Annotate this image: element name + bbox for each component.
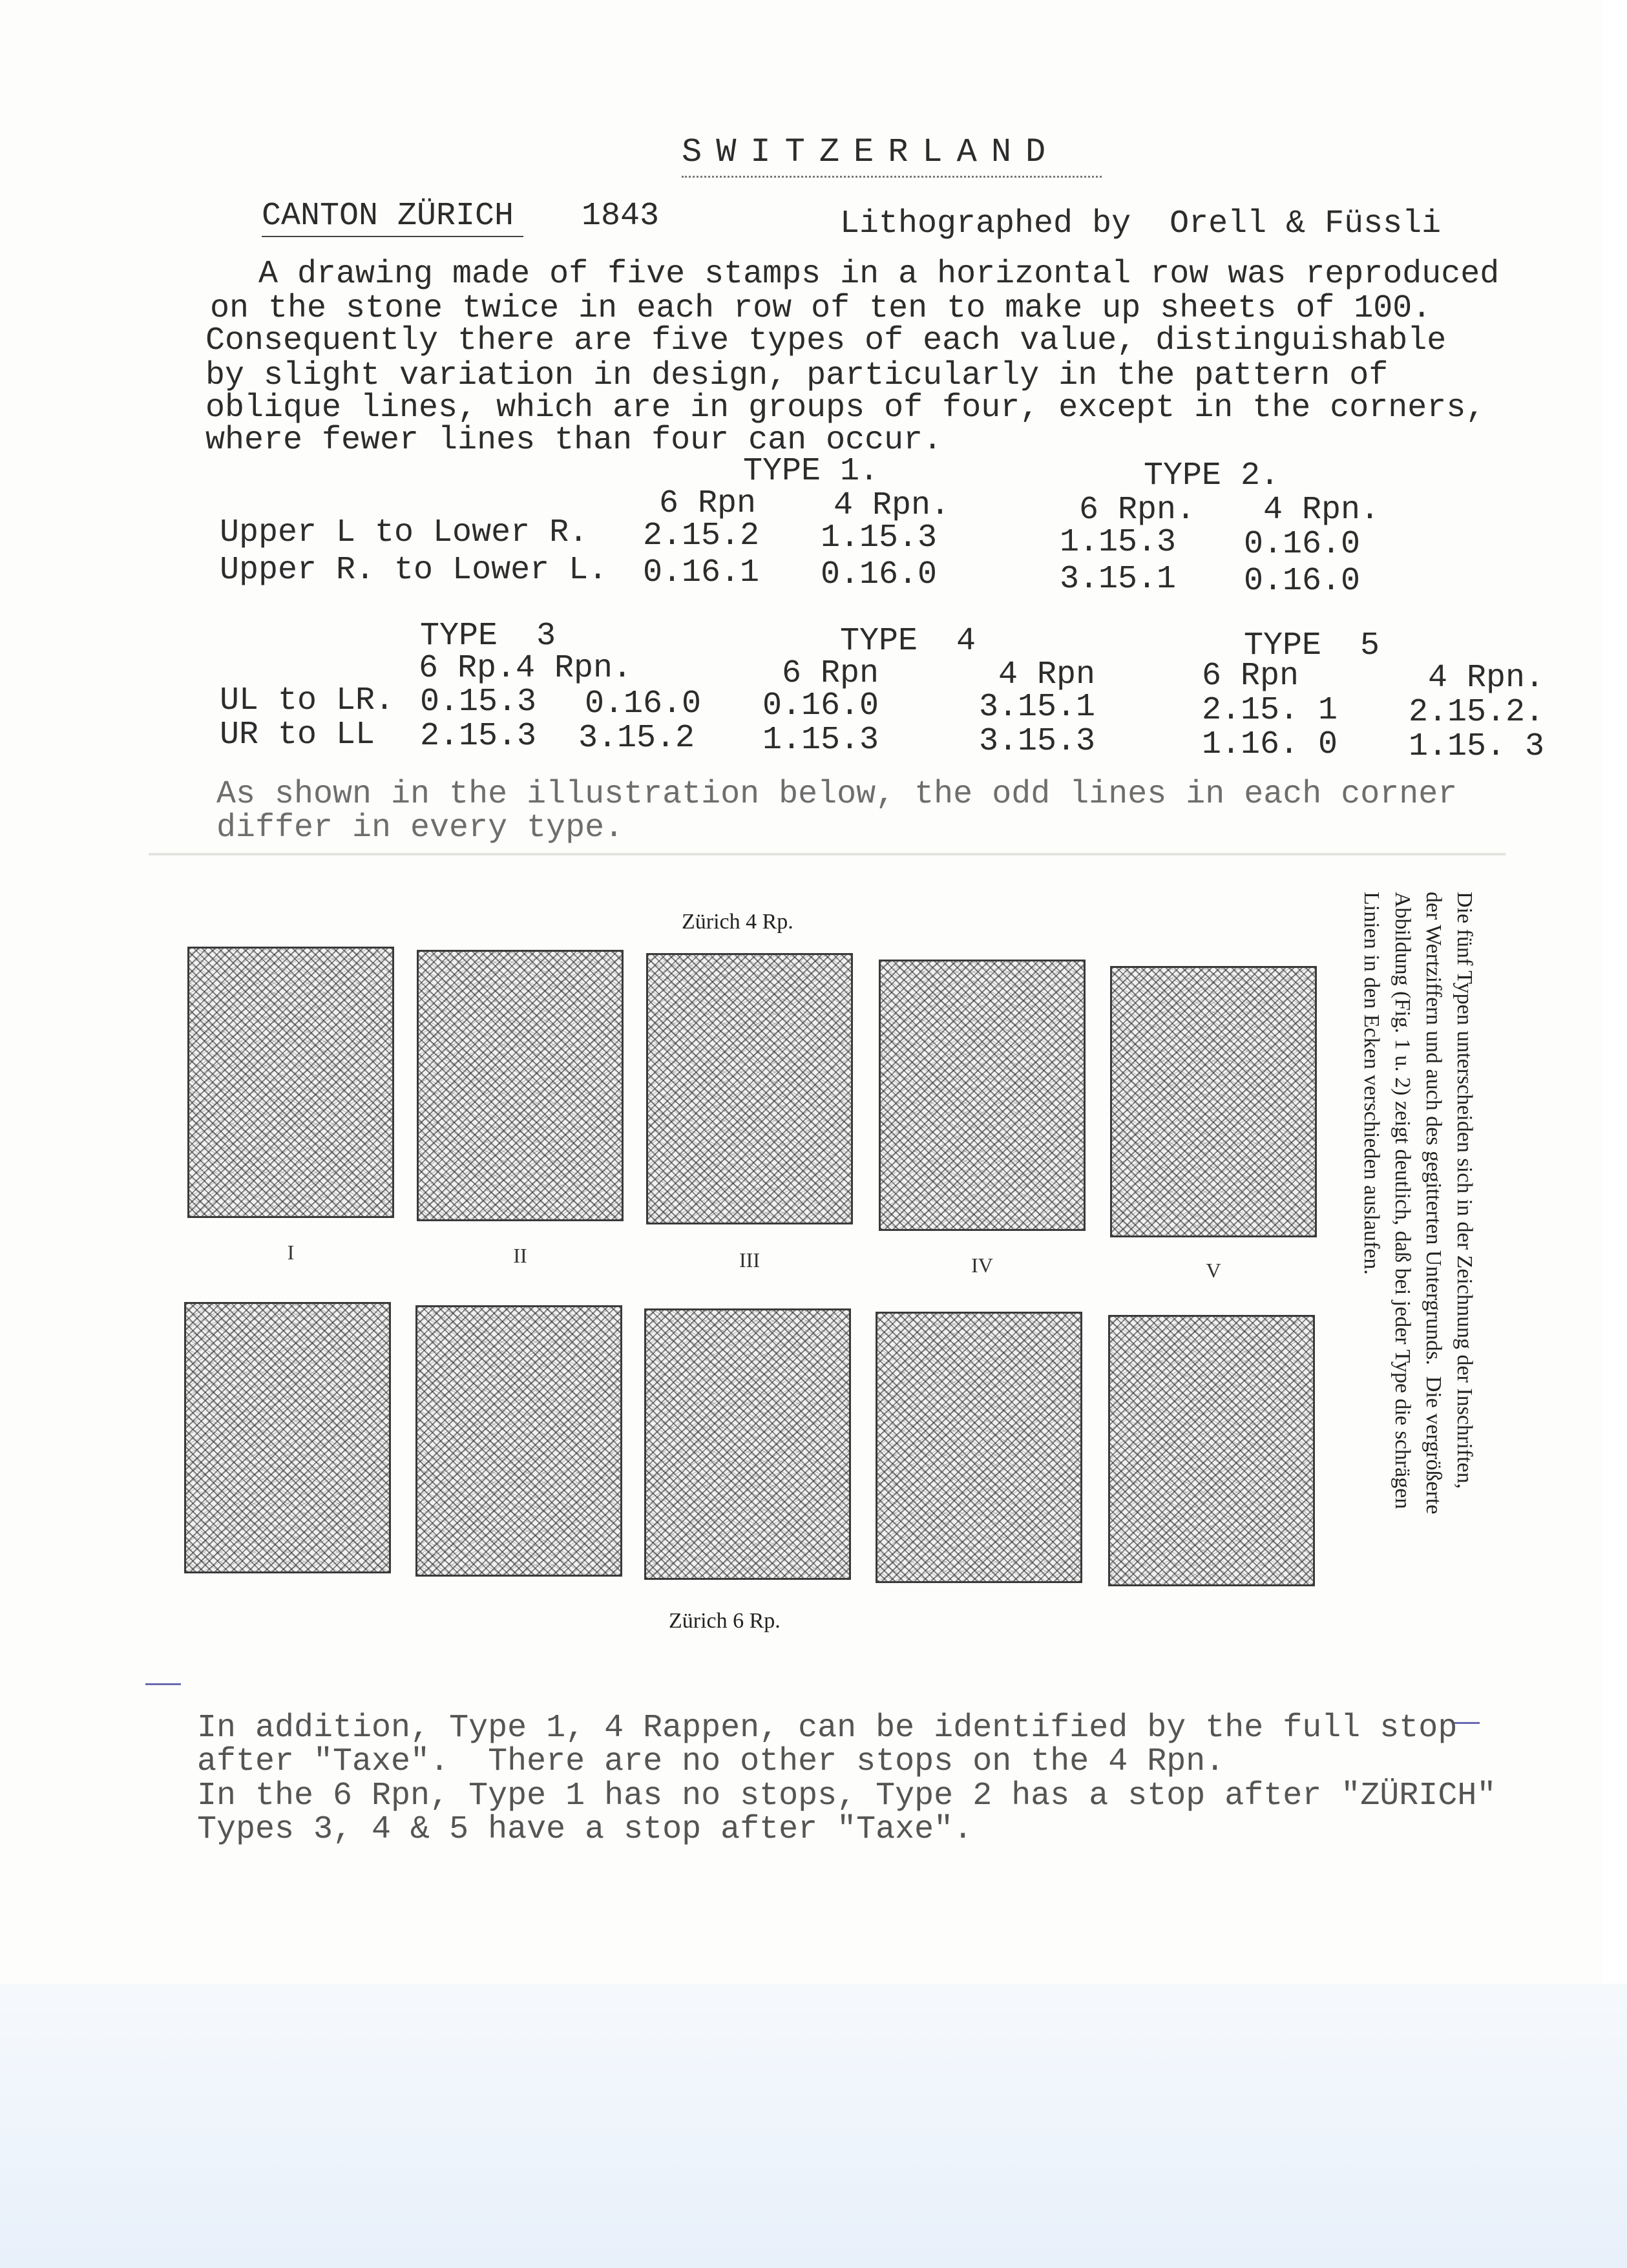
hinge-mark-left	[145, 1683, 181, 1685]
type2-heading: TYPE 2.	[1144, 457, 1280, 494]
t5-col-4rpn: 4 Rpn.	[1428, 660, 1545, 697]
footer-line-3: In the 6 Rpn, Type 1 has no stops, Type 2 has a stop after "ZÜRICH"	[197, 1778, 1496, 1814]
intro-line-6: where fewer lines than four can occur.	[205, 422, 943, 459]
stamp-6rp-type-1	[184, 1302, 391, 1573]
canton-name: CANTON ZÜRICH	[262, 198, 514, 235]
t2-row1-c2: 0.16.0	[585, 686, 702, 722]
t5-col-6rpn: 6 Rpn	[1202, 658, 1299, 695]
footer-line-4: Types 3, 4 & 5 have a stop after "Taxe".	[197, 1811, 973, 1848]
caption-6rp: Zürich 6 Rp.	[669, 1609, 781, 1633]
t1-row1-c1: 2.15.2	[643, 518, 760, 554]
hinge-mark-right	[1454, 1722, 1480, 1724]
t2-row1-c1: 0.15.3	[420, 684, 537, 720]
type3-heading: TYPE 3	[420, 618, 556, 655]
t2-col-4rpn: 4 Rpn.	[1263, 492, 1380, 529]
t1-col-6rpn: 6 Rpn	[659, 485, 757, 522]
intro-line-2: on the stone twice in each row of ten to make up sheets of 100.	[210, 290, 1432, 327]
stamp-4rp-type-4	[879, 960, 1086, 1231]
t2-row1-c4: 3.15.1	[979, 689, 1096, 726]
type5-heading: TYPE 5	[1244, 627, 1380, 664]
t1-row2-c1: 0.16.1	[643, 554, 760, 591]
stamp-4rp-type-1	[187, 947, 394, 1218]
note-line-1: As shown in the illustration below, the odd lines in each corner	[216, 776, 1458, 813]
t2-row1-c5: 2.15. 1	[1202, 692, 1338, 729]
t2-row1-label: UL to LR.	[220, 682, 395, 719]
page-background	[0, 1984, 1627, 2268]
note-line-2: differ in every type.	[216, 810, 624, 846]
intro-line-3: Consequently there are five types of each value, distinguishable	[205, 322, 1447, 359]
side-text-line-3: Abbildung (Fig. 1 u. 2) zeigt deutlich, daß bei jeder Type die schrägen	[1391, 892, 1414, 1509]
numeral-ii: II	[513, 1244, 527, 1267]
type4-heading: TYPE 4	[840, 623, 976, 660]
title-underline	[682, 176, 1102, 180]
t2-row2-c4: 3.15.3	[979, 723, 1096, 760]
side-text-line-2: der Wertziffern und auch des gegitterten Untergrunds. Die vergrößerte	[1422, 892, 1445, 1515]
stamp-6rp-type-3	[644, 1308, 851, 1580]
stamp-4rp-type-5	[1110, 966, 1317, 1237]
t2-row2-c2: 3.15.2	[578, 720, 695, 757]
country-title: SWITZERLAND	[682, 133, 1060, 171]
footer-line-1: In addition, Type 1, 4 Rappen, can be identified by the full stop	[197, 1710, 1458, 1747]
intro-line-1: A drawing made of five stamps in a horizontal row was reproduced	[258, 256, 1500, 293]
stamp-4rp-type-3	[646, 953, 853, 1224]
t4-col-4rpn: 4 Rpn	[998, 656, 1096, 693]
t2-row1-c6: 2.15.2.	[1409, 694, 1545, 731]
year: 1843	[582, 198, 660, 235]
german-side-text	[1356, 892, 1480, 1686]
t1-col-4rpn: 4 Rpn.	[834, 487, 950, 524]
numeral-iii: III	[739, 1248, 760, 1272]
numeral-i: I	[287, 1241, 295, 1264]
t1-row1-c3: 1.15.3	[1060, 524, 1177, 561]
t1-row1-c2: 1.15.3	[821, 520, 938, 556]
canton-underline	[262, 236, 523, 237]
t1-row2-c4: 0.16.0	[1244, 563, 1361, 600]
intro-line-4: by slight variation in design, particularly in the pattern of	[205, 357, 1389, 394]
t3-col-header: 6 Rp.4 Rpn.	[419, 650, 633, 687]
t2-row2-c6: 1.15. 3	[1409, 728, 1545, 765]
stamp-6rp-type-5	[1108, 1315, 1315, 1586]
t1-row1-label: Upper L to Lower R.	[220, 514, 589, 551]
numeral-v: V	[1206, 1259, 1221, 1282]
t2-row2-c1: 2.15.3	[420, 718, 537, 755]
numeral-iv: IV	[971, 1254, 993, 1277]
intro-line-5: oblique lines, which are in groups of four, except in the corners,	[205, 390, 1485, 426]
t1-row2-c3: 3.15.1	[1060, 561, 1177, 598]
t2-row2-c3: 1.15.3	[762, 722, 879, 759]
t2-row1-c3: 0.16.0	[762, 688, 879, 724]
side-text-line-1: Die fünf Typen unterscheiden sich in der Zeichnung der Inschriften,	[1453, 892, 1476, 1489]
stamp-6rp-type-4	[876, 1312, 1082, 1583]
stamp-4rp-type-2	[417, 950, 624, 1221]
footer-line-2: after "Taxe". There are no other stops on the 4 Rpn.	[197, 1743, 1225, 1780]
caption-4rp: Zürich 4 Rp.	[682, 910, 793, 934]
stamp-6rp-type-2	[415, 1305, 622, 1577]
t1-row2-c2: 0.16.0	[821, 556, 938, 593]
side-text-line-4: Linien in den Ecken verschieden auslaufen.	[1359, 892, 1383, 1275]
printer-line: Lithographed by Orell & Füssli	[840, 205, 1442, 242]
t2-row2-label: UR to LL	[220, 717, 375, 753]
t1-row1-c4: 0.16.0	[1244, 526, 1361, 563]
t4-col-6rpn: 6 Rpn	[782, 655, 879, 692]
type1-heading: TYPE 1.	[743, 453, 879, 490]
t1-row2-label: Upper R. to Lower L.	[220, 552, 608, 589]
paper-overlap-edge	[149, 853, 1506, 856]
t2-col-6rpn: 6 Rpn.	[1079, 492, 1196, 529]
t2-row2-c5: 1.16. 0	[1202, 726, 1338, 763]
